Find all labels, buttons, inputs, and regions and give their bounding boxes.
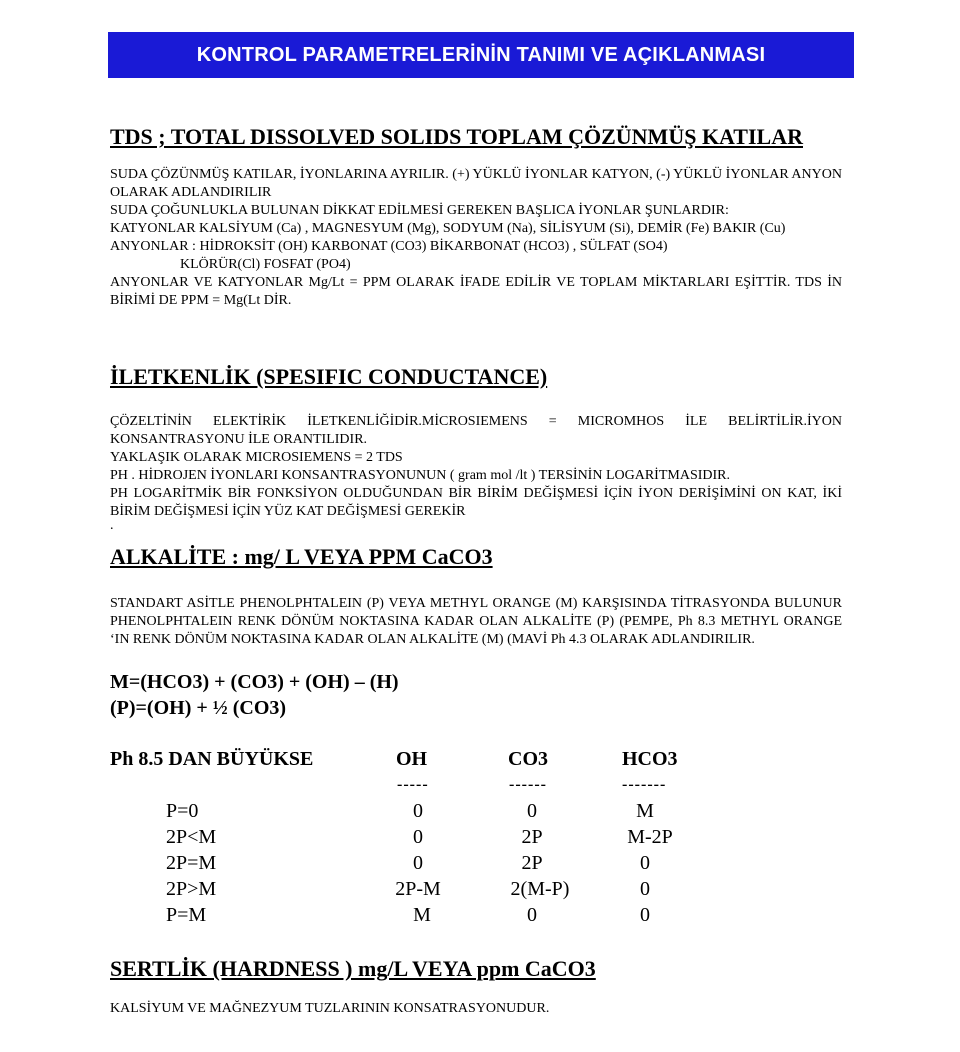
formula-m: M=(HCO3) + (CO3) + (OH) – (H) [110, 671, 399, 693]
hardness-heading: SERTLİK (HARDNESS ) mg/L VEYA ppm CaCO3 [110, 956, 596, 981]
table-cell: 0 [640, 904, 650, 926]
table-header-hco3: HCO3 [622, 748, 678, 770]
table-cell: 0 [527, 800, 537, 822]
table-cell: 0 [413, 826, 423, 848]
conductance-line: PH . HİDROJEN İYONLARI KONSANTRASYONUNUN ( gram mol /lt ) TERSİNİN LOGARİTMASIDIR. [110, 468, 730, 483]
table-cell: 2P>M [166, 878, 217, 900]
table-dash-hco3: ------- [622, 776, 667, 793]
table-header-co3: CO3 [508, 748, 548, 770]
table-dash-co3: ------ [509, 776, 547, 793]
alkalinity-heading: ALKALİTE : mg/ L VEYA PPM CaCO3 [110, 544, 493, 569]
tds-body [110, 166, 842, 310]
table-cell: 2P<M [166, 826, 217, 848]
table-cell: 0 [640, 852, 650, 874]
conductance-line: YAKLAŞIK OLARAK MICROSIEMENS = 2 TDS [110, 450, 403, 465]
hardness-body [110, 1000, 842, 1018]
table-cell: 0 [413, 800, 423, 822]
conductance-line: . [110, 518, 114, 533]
tds-line: KATYONLAR KALSİYUM (Ca) , MAGNESYUM (Mg), SODYUM (Na), SİLİSYUM (Si), DEMİR (Fe) BAKIR (Cu) [110, 221, 786, 236]
table-cell: 2(M-P) [510, 878, 570, 900]
page-banner [108, 32, 854, 78]
table-cell: 2P [521, 852, 543, 874]
table-cell: 0 [527, 904, 537, 926]
tds-line: SUDA ÇOĞUNLUKLA BULUNAN DİKKAT EDİLMESİ GEREKEN BAŞLICA İYONLAR ŞUNLARDIR: [110, 203, 729, 218]
tds-line: ANYONLAR VE KATYONLAR Mg/Lt = PPM OLARAK İFADE EDİLİR VE TOPLAM MİKTARLARI EŞİTTİR. TDS İN BİRİMİ DE PPM = Mg(Lt DİR. [110, 275, 842, 308]
table-cell: M [636, 800, 654, 822]
tds-line: ANYONLAR : HİDROKSİT (OH) KARBONAT (CO3) BİKARBONAT (HCO3) , SÜLFAT (SO4) [110, 239, 668, 254]
tds-line: SUDA ÇÖZÜNMÜŞ KATILAR, İYONLARINA AYRILIR. (+) YÜKLÜ İYONLAR KATYON, (-) YÜKLÜ İYONLAR ANYON OLARAK ADLANDIRILIR [110, 167, 842, 200]
alkalinity-body [110, 595, 842, 649]
table-cell: 2P-M [395, 878, 441, 900]
tds-heading: TDS ; TOTAL DISSOLVED SOLIDS TOPLAM ÇÖZÜNMÜŞ KATILAR [110, 124, 803, 149]
table-cell: 0 [413, 852, 423, 874]
table-cell: M [413, 904, 431, 926]
table-cell: P=0 [166, 800, 199, 822]
tds-line: KLÖRÜR(Cl) FOSFAT (PO4) [180, 257, 351, 272]
conductance-body [110, 413, 842, 531]
table-cell: 2P [521, 826, 543, 848]
table-cell: 0 [640, 878, 650, 900]
banner-title: KONTROL PARAMETRELERİNİN TANIMI VE AÇIKLANMASI [196, 43, 766, 66]
table-cell: P=M [166, 904, 207, 926]
table-cell: M-2P [627, 826, 673, 848]
table-cell: 2P=M [166, 852, 217, 874]
table-dash-oh: ----- [397, 776, 429, 793]
hardness-text: KALSİYUM VE MAĞNEZYUM TUZLARININ KONSATRASYONUDUR. [110, 1001, 550, 1016]
conductance-heading: İLETKENLİK (SPESIFIC CONDUCTANCE) [110, 364, 548, 389]
conductance-line: ÇÖZELTİNİN ELEKTİRİK İLETKENLİĞİDİR.MİCROSIEMENS = MICROMHOS İLE BELİRTİLİR.İYON KONSANTRASYONU İLE ORANTILIDIR. [110, 414, 842, 447]
alkalinity-text: STANDART ASİTLE PHENOLPHTALEIN (P) VEYA METHYL ORANGE (M) KARŞISINDA TİTRASYONDA BULUNUR PHENOLPHTALEIN RENK DÖNÜM NOKTASINA KADAR OLAN ALKALİTE (P) (PEMPE, Ph 8.3 METHYL ORANGE ‘IN RENK DÖNÜM NOKTASINA KADAR OLAN ALKALİTE (M) (MAVİ Ph 4.3 OLARAK ADLANDIRILIR. [110, 596, 842, 647]
formula-p: (P)=(OH) + ½ (CO3) [110, 697, 287, 719]
table-header-condition: Ph 8.5 DAN BÜYÜKSE [110, 748, 314, 770]
table-header-oh: OH [396, 748, 428, 770]
conductance-line: PH LOGARİTMİK BİR FONKSİYON OLDUĞUNDAN BİR BİRİM DEĞİŞMESİ İÇİN İYON DERİŞİMİNİ ON KAT, İKİ BİRİM DEĞİŞMESİ İÇİN YÜZ KAT DEĞİŞMESİ GEREKİR [110, 486, 842, 519]
